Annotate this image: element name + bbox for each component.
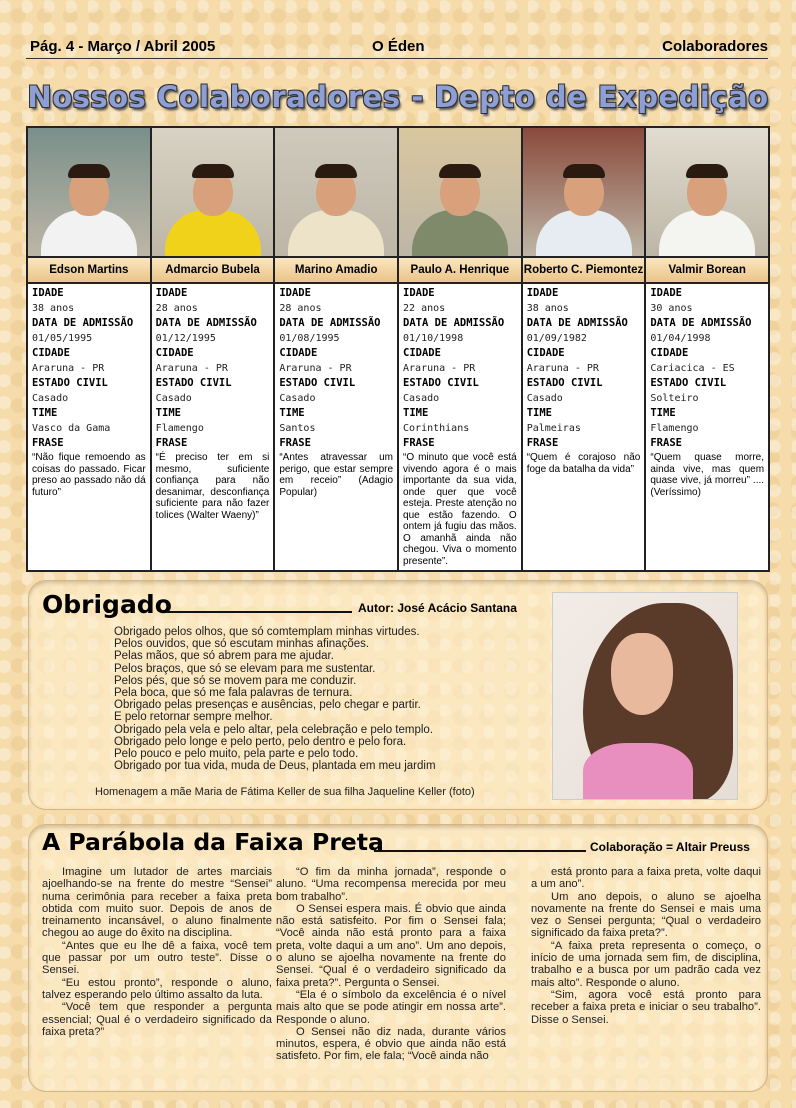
value-estado-civil: Solteiro	[650, 393, 699, 404]
collaborator-card	[28, 128, 150, 570]
photo-hair	[563, 164, 605, 178]
paragraph: “Eu estou pronto”, responde o aluno, talvez esperando pelo último assalto da luta.	[42, 976, 272, 1001]
value-estado-civil: Casado	[32, 393, 69, 404]
value-idade: 30 anos	[650, 303, 693, 314]
label-admissao: DATA DE ADMISSÃO	[403, 317, 505, 329]
value-time: Vasco da Gama	[32, 423, 111, 434]
value-admissao: 01/09/1982	[526, 333, 587, 344]
paragraph: O Sensei não diz nada, durante vários minutos, espera, é obvio que ainda não está satisfeto. Por fim, ele fala; “Você ainda não	[276, 1025, 506, 1063]
photo-hair	[68, 164, 110, 178]
value-time: Corinthians	[403, 423, 470, 434]
paragraph: Imagine um lutador de artes marciais ajoelhando-se na frente do mestre “Sensei” numa cerimônia para receber a faixa preta obtida com muito suor. Depois de anos de treinamento incansável, o aluno finalmente chegou ao auge do êxito na disciplina.	[42, 866, 272, 940]
value-estado-civil: Casado	[403, 393, 440, 404]
collaborator-photo	[275, 128, 397, 258]
collaborator-name: Marino Amadio	[275, 258, 397, 284]
value-idade: 28 anos	[155, 303, 198, 314]
collaborator-photo	[646, 128, 768, 258]
collaborator-card	[275, 128, 397, 570]
collaborator-photo	[152, 128, 274, 258]
collaborator-card	[646, 128, 768, 570]
label-estado-civil: ESTADO CIVIL	[279, 377, 356, 389]
collaborators-grid	[26, 126, 770, 572]
poem-line: E pelo retornar sempre melhor.	[114, 711, 273, 724]
value-cidade: Araruna - PR	[403, 363, 476, 374]
poem-line: Obrigado por tua vida, muda de Deus, plantada em meu jardim	[114, 760, 436, 773]
label-cidade: CIDADE	[526, 347, 565, 359]
collaborator-name: Valmir Borean	[646, 258, 768, 284]
paragraph: está pronto para a faixa preta, volte daqui a um ano”.	[531, 866, 761, 891]
poem-line: Pelos ouvidos, que só escutam minhas afinações.	[114, 638, 370, 651]
label-cidade: CIDADE	[155, 347, 194, 359]
label-frase: FRASE	[403, 437, 435, 449]
value-estado-civil: Casado	[155, 393, 192, 404]
poem-line: Pelos braços, que só se elevam para me sustentar.	[114, 662, 376, 675]
poem-line: Pelos pés, que só se movem para me conduzir.	[114, 674, 357, 687]
value-idade: 38 anos	[32, 303, 75, 314]
photo-top	[583, 743, 693, 800]
value-idade: 38 anos	[526, 303, 569, 314]
label-idade: IDADE	[279, 287, 311, 299]
poem-line: Obrigado pelas presenças e ausências, pelo chegar e partir.	[114, 699, 421, 712]
page-header	[26, 36, 768, 59]
paragraph: Um ano depois, o aluno se ajoelha novamente na frente do Sensei e mais uma vez o Sensei pergunta; “Qual o verdadeiro significado da faixa preta?”.	[531, 890, 761, 940]
label-cidade: CIDADE	[650, 347, 689, 359]
collaborator-info	[646, 284, 768, 570]
label-cidade: CIDADE	[279, 347, 318, 359]
label-idade: IDADE	[155, 287, 188, 299]
value-admissao: 01/12/1995	[155, 333, 216, 344]
parabola-column-2	[276, 866, 506, 1063]
value-estado-civil: Casado	[526, 393, 563, 404]
value-frase: “É preciso ter em si mesmo, suficiente confiança para não desanimar, desconfiança suficiente para não fazer tolices (Walter Waeny)”	[155, 452, 270, 521]
collaborator-photo	[399, 128, 521, 258]
label-frase: FRASE	[526, 437, 559, 449]
title-rule	[166, 611, 352, 613]
collaborator-photo	[523, 128, 645, 258]
label-frase: FRASE	[279, 437, 311, 449]
collaborator-card	[152, 128, 274, 570]
banner-title: Nossos Colaboradores - Depto de Expedição	[27, 80, 769, 114]
label-time: TIME	[403, 407, 429, 419]
label-time: TIME	[526, 407, 552, 419]
portrait-photo	[552, 592, 738, 800]
paragraph: “Antes que eu lhe dê a faixa, você tem que passar por um outro teste”. Disse o Sensei.	[42, 939, 272, 977]
poem-line: Obrigado pelo longe e pelo perto, pelo dentro e pelo fora.	[114, 735, 407, 748]
collaborator-info	[28, 284, 150, 570]
label-admissao: DATA DE ADMISSÃO	[155, 317, 257, 329]
section-name: Colaboradores	[662, 38, 768, 55]
collaborator-name: Roberto C. Piemontez	[523, 258, 645, 284]
obrigado-author: Autor: José Acácio Santana	[358, 601, 517, 615]
value-cidade: Araruna - PR	[279, 363, 352, 374]
value-admissao: 01/05/1995	[32, 333, 93, 344]
paragraph: “A faixa preta representa o começo, o início de uma jornada sem fim, de disciplina, trabalho e a busca por um padrão cada vez mais alto”. Responde o aluno.	[531, 939, 761, 989]
label-cidade: CIDADE	[32, 347, 70, 359]
value-cidade: Cariacica - ES	[650, 363, 735, 374]
collaborator-name: Admarcio Bubela	[152, 258, 274, 284]
parabola-author: Colaboração = Altair Preuss	[590, 840, 750, 854]
poem-line: Pelas mãos, que só abrem para me ajudar.	[114, 650, 334, 663]
parabola-column-3	[531, 866, 761, 1026]
photo-hair	[439, 164, 481, 178]
label-admissao: DATA DE ADMISSÃO	[279, 317, 381, 329]
publication-name: O Éden	[372, 38, 425, 55]
label-idade: IDADE	[650, 287, 682, 299]
poem-line: Pelo pouco e pelo muito, pela parte e pelo todo.	[114, 748, 359, 761]
photo-hair	[315, 164, 357, 178]
value-estado-civil: Casado	[279, 393, 316, 404]
photo-hair	[686, 164, 728, 178]
label-estado-civil: ESTADO CIVIL	[155, 377, 232, 389]
collaborator-info	[152, 284, 274, 570]
collaborator-card	[523, 128, 645, 570]
paragraph: O Sensei espera mais. É obvio que ainda não está satisfeito. Por fim o Sensei fala; “Você ainda não está pronto para a faixa preta, volte daqui a um ano”. Um ano depois, o aluno se ajoelha novamente na frente do Sensei. “Qual é o verdadeiro significado da faixa preta?”. Pergunta o Sensei.	[276, 902, 506, 989]
value-admissao: 01/10/1998	[403, 333, 464, 344]
label-frase: FRASE	[155, 437, 188, 449]
label-admissao: DATA DE ADMISSÃO	[526, 317, 628, 329]
collaborator-info	[275, 284, 397, 570]
title-rule	[374, 850, 586, 852]
value-time: Flamengo	[650, 423, 699, 434]
paragraph: “Sim, agora você está pronto para receber a faixa preta e iniciar o seu trabalho”. Disse o Sensei.	[531, 988, 761, 1026]
label-estado-civil: ESTADO CIVIL	[403, 377, 479, 389]
label-time: TIME	[32, 407, 58, 419]
value-time: Santos	[279, 423, 316, 434]
label-idade: IDADE	[403, 287, 435, 299]
poem	[114, 626, 534, 772]
collaborator-card	[399, 128, 521, 570]
label-idade: IDADE	[526, 287, 559, 299]
value-idade: 28 anos	[279, 303, 322, 314]
poem-line: Obrigado pelos olhos, que só comtemplam minhas virtudes.	[114, 626, 420, 638]
label-frase: FRASE	[650, 437, 682, 449]
collaborator-name: Paulo A. Henrique	[399, 258, 521, 284]
parabola-title: A Parábola da Faixa Preta	[42, 828, 384, 856]
value-frase: “Quem é corajoso não foge da batalha da vida”	[526, 452, 641, 475]
paragraph: “Você tem que responder a pergunta essencial; Qual é o verdadeiro significado da faixa preta?”	[42, 1001, 272, 1038]
collaborator-name: Edson Martins	[28, 258, 150, 284]
value-time: Palmeiras	[526, 423, 581, 434]
collaborator-info	[399, 284, 521, 570]
label-cidade: CIDADE	[403, 347, 441, 359]
paragraph: “O fim da minha jornada”, responde o aluno. “Uma recompensa merecida por meu bom trabalho”.	[276, 866, 506, 903]
value-frase: “Quem quase morre, ainda vive, mas quem quase vive, já morreu” .... (Veríssimo)	[650, 452, 765, 498]
obrigado-title: Obrigado	[42, 590, 172, 619]
collaborator-photo	[28, 128, 150, 258]
poem-line: Pela boca, que só me fala palavras de ternura.	[114, 687, 353, 700]
value-frase: “O minuto que você está vivendo agora é o mais importante da sua vida, onde quer que você esteja. Preste atenção no que estão fazendo. O ontem já fugiu das mãos. O amanhã ainda não chegou. Viva o momento presente”.	[403, 452, 517, 567]
label-estado-civil: ESTADO CIVIL	[32, 377, 108, 389]
photo-face	[611, 633, 673, 715]
value-frase: “Antes atravessar um perigo, que estar sempre em receio” (Adagio Popular)	[279, 452, 394, 498]
label-idade: IDADE	[32, 287, 64, 299]
parabola-column-1	[42, 866, 272, 1038]
label-time: TIME	[155, 407, 181, 419]
label-time: TIME	[279, 407, 305, 419]
value-time: Flamengo	[155, 423, 204, 434]
poem-line: Obrigado pela vela e pelo altar, pela celebração e pelo templo.	[114, 723, 434, 736]
page-number: Pág. 4 - Março / Abril 2005	[30, 38, 216, 55]
label-time: TIME	[650, 407, 676, 419]
value-admissao: 01/04/1998	[650, 333, 711, 344]
label-admissao: DATA DE ADMISSÃO	[650, 317, 752, 329]
label-frase: FRASE	[32, 437, 64, 449]
collaborator-info	[523, 284, 645, 570]
label-estado-civil: ESTADO CIVIL	[650, 377, 727, 389]
value-admissao: 01/08/1995	[279, 333, 340, 344]
homenagem-caption: Homenagem a mãe Maria de Fátima Keller de sua filha Jaqueline Keller (foto)	[95, 786, 475, 798]
label-admissao: DATA DE ADMISSÃO	[32, 317, 134, 329]
value-frase: “Não fique remoendo as coisas do passado. Ficar preso ao passado não dá futuro”	[32, 452, 146, 498]
value-cidade: Araruna - PR	[526, 363, 599, 374]
value-cidade: Araruna - PR	[32, 363, 105, 374]
paragraph: “Ela é o símbolo da excelência é o nível mais alto que se pode atingir em nossa arte”. Responde o aluno.	[276, 988, 506, 1026]
label-estado-civil: ESTADO CIVIL	[526, 377, 603, 389]
value-idade: 22 anos	[403, 303, 446, 314]
value-cidade: Araruna - PR	[155, 363, 228, 374]
photo-hair	[192, 164, 234, 178]
